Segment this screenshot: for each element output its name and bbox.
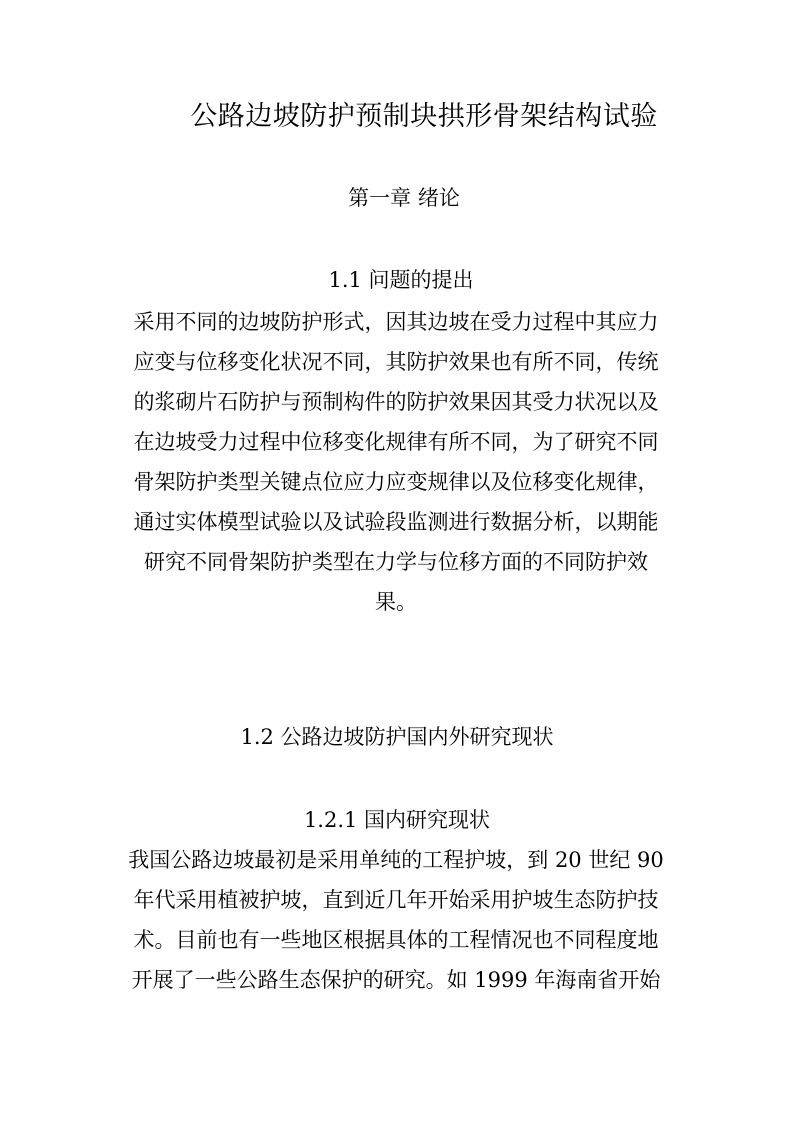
paragraph-line: 应变与位移变化状况不同，其防护效果也有所不同，传统	[133, 350, 659, 374]
section-heading-1-2-1: 1.2.1 国内研究现状	[303, 808, 491, 832]
paragraph-line: 开展了一些公路生态保护的研究。如 1999 年海南省开始	[131, 968, 661, 992]
paragraph-line: 在边坡受力过程中位移变化规律有所不同，为了研究不同	[133, 430, 659, 454]
paragraph-line: 我国公路边坡最初是采用单纯的工程护坡，到 20 世纪 90	[128, 848, 664, 872]
section-1-2-1-paragraph	[126, 840, 666, 1000]
paragraph-line: 研究不同骨架防护类型在力学与位移方面的不同防护效	[144, 550, 648, 574]
paragraph-line: 的浆砌片石防护与预制构件的防护效果因其受力状况以及	[133, 390, 659, 414]
paragraph-line: 骨架防护类型关键点位应力应变规律以及位移变化规律，	[133, 470, 659, 494]
paragraph-line: 通过实体模型试验以及试验段监测进行数据分析，以期能	[133, 510, 659, 534]
paragraph-line: 术。目前也有一些地区根据具体的工程情况也不同程度地	[133, 928, 659, 952]
paragraph-line: 年代采用植被护坡，直到近几年开始采用护坡生态防护技	[133, 888, 659, 912]
paragraph-line: 果。	[375, 590, 417, 614]
section-heading-1-2: 1.2 公路边坡防护国内外研究现状	[240, 725, 554, 749]
section-1-1-paragraph	[126, 302, 666, 622]
paragraph-line: 采用不同的边坡防护形式，因其边坡在受力过程中其应力	[133, 310, 659, 334]
chapter-heading: 第一章 绪论	[348, 186, 460, 210]
section-heading-1-1: 1.1 问题的提出	[328, 268, 474, 292]
document-title: 公路边坡防护预制块拱形骨架结构试验	[190, 101, 658, 132]
